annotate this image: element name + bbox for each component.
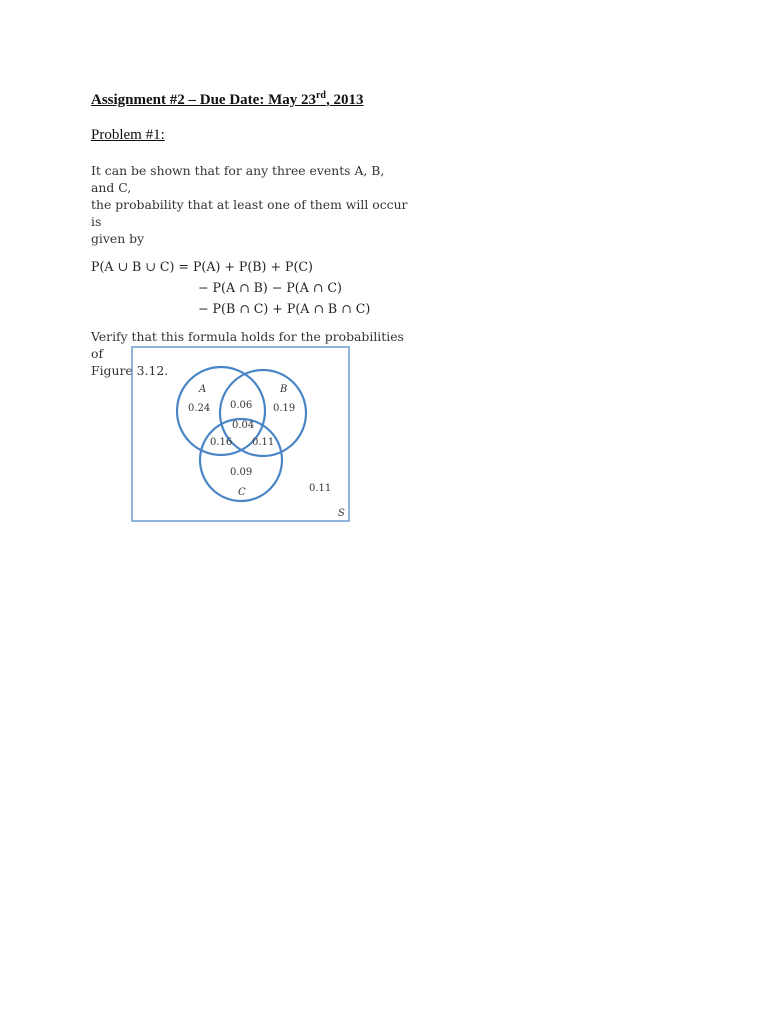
region-a-and-c: 0.16 <box>210 437 233 448</box>
region-b-and-c: 0.11 <box>252 437 275 448</box>
title-prefix: Assignment #2 – Due Date: May 23 <box>91 92 316 108</box>
assignment-title <box>91 92 363 109</box>
inclusion-exclusion-formula <box>91 256 411 319</box>
region-a-and-b: 0.06 <box>230 400 253 411</box>
statement-line-2: the probability that at least one of them will occur is <box>91 197 408 229</box>
region-c-only: 0.09 <box>230 467 253 478</box>
instruction-line-1: Verify that this formula holds for the probabilities of <box>91 329 404 361</box>
statement-line-1: It can be shown that for any three events A, B, and C, <box>91 163 385 195</box>
venn-diagram <box>131 346 353 524</box>
region-a-b-c: 0.04 <box>232 420 255 431</box>
problem-label: Problem #1: <box>91 127 165 143</box>
formula-line-3: − P(B ∩ C) + P(A ∩ B ∩ C) <box>198 301 371 316</box>
label-set-a: A <box>199 384 207 395</box>
title-superscript: rd <box>315 90 326 101</box>
formula-line-1: P(A ∪ B ∪ C) = P(A) + P(B) + P(C) <box>91 259 313 274</box>
region-b-only: 0.19 <box>273 403 296 414</box>
title-suffix: , 2013 <box>325 92 364 108</box>
statement-line-3: given by <box>91 231 145 246</box>
label-sample-space: S <box>338 508 345 519</box>
problem-statement <box>91 162 411 247</box>
region-a-only: 0.24 <box>188 403 211 414</box>
label-set-b: B <box>280 384 288 395</box>
instruction-line-2: Figure 3.12. <box>91 363 169 378</box>
label-set-c: C <box>238 487 246 498</box>
region-outside: 0.11 <box>309 483 332 494</box>
formula-line-2: − P(A ∩ B) − P(A ∩ C) <box>198 280 342 295</box>
